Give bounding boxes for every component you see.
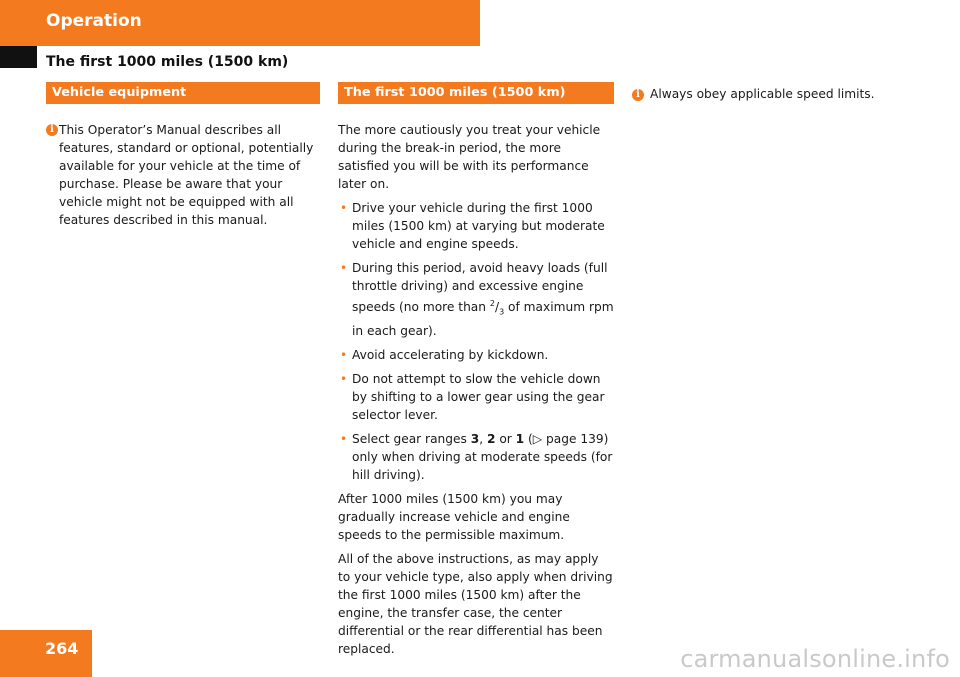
list-item: [338, 430, 614, 484]
section-title: Operation: [46, 11, 142, 31]
page-number-box: [0, 630, 92, 677]
info-note: [46, 121, 320, 229]
list-item-text: During this period, avoid heavy loads (full throttle driving) and excessive engine speeds (no more than: [352, 261, 608, 315]
page-title: The first 1000 miles (1500 km): [46, 54, 289, 70]
column-speed-limits: [632, 82, 922, 109]
info-icon: i: [46, 124, 58, 136]
list-item-text: Avoid accelerating by kickdown.: [352, 347, 549, 362]
list-item-text: Drive your vehicle during the first 1000 miles (1500 km) at varying but moderate vehicle and engine speeds.: [352, 201, 605, 251]
break-in-bullet-list: [338, 199, 614, 484]
info-note: [632, 85, 922, 103]
list-item: [338, 346, 614, 364]
bullet-icon: •: [340, 261, 348, 275]
fraction-numerator: 2: [489, 299, 495, 308]
header-bar: [0, 0, 480, 46]
list-item: [338, 370, 614, 424]
page-reference-link[interactable]: (▷ page 139): [524, 431, 609, 446]
bullet-icon: •: [340, 347, 348, 362]
column-heading: The first 1000 miles (1500 km): [338, 82, 614, 104]
separator-or: or: [495, 431, 516, 446]
side-tab-marker: [0, 46, 37, 68]
watermark-text: carmanualsonline.info: [680, 645, 950, 673]
bullet-icon: •: [340, 431, 348, 446]
gear-range-3: 3: [470, 431, 480, 446]
list-item-text: Select gear ranges: [352, 431, 467, 446]
two-thirds-fraction: $^2/_3$: [489, 299, 505, 317]
list-item: [338, 259, 614, 340]
intro-paragraph: The more cautiously you treat your vehicle during the break-in period, the more satisfied you will be with its performance later on.: [338, 123, 601, 191]
bullet-icon: •: [340, 371, 348, 386]
column-vehicle-equipment: [46, 82, 320, 235]
column-first-1000-miles: [338, 82, 614, 664]
gear-range-1: 1: [515, 431, 525, 446]
list-item-text: Do not attempt to slow the vehicle down by shifting to a lower gear using the gear selector lever.: [352, 371, 605, 422]
column-heading: Vehicle equipment: [46, 82, 320, 104]
separator: ,: [479, 431, 487, 446]
list-item-text-tail: only when driving at moderate speeds (for hill driving).: [352, 449, 613, 482]
fraction-denominator: 3: [499, 307, 505, 317]
list-item-text-tail: of maximum rpm in each gear).: [352, 300, 614, 338]
page-number: 264: [45, 639, 79, 658]
info-note-text: Always obey applicable speed limits.: [650, 87, 875, 101]
list-item: [338, 199, 614, 253]
after-paragraph: After 1000 miles (1500 km) you may gradually increase vehicle and engine speeds to the permissible maximum.: [338, 491, 570, 542]
bullet-icon: •: [340, 201, 348, 215]
info-icon: i: [632, 89, 644, 101]
gear-range-2: 2: [486, 431, 496, 446]
info-note-text: This Operator’s Manual describes all features, standard or optional, potentially available for your vehicle at the time of purchase. Please be aware that your vehicle might not be equipped with all features described in this manual.: [59, 123, 314, 227]
closing-paragraph: All of the above instructions, as may apply to your vehicle type, also apply when driving the first 1000 miles (1500 km) after the engine, the transfer case, the center differential or the rear differential has been replaced.: [338, 551, 613, 656]
